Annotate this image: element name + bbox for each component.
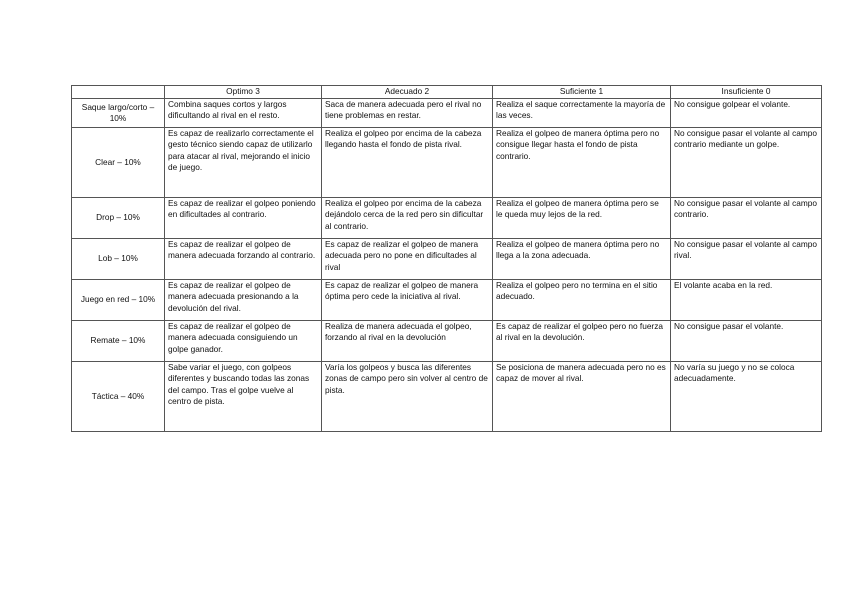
table-row [72,198,822,239]
table-row [72,362,822,432]
adecuado-cell: Realiza el golpeo por encima de la cabeza dejándolo cerca de la red pero sin dificultar al contrario. [322,198,493,239]
criterion-cell: Saque largo/corto – 10% [72,99,165,128]
table-header-row [72,86,822,99]
suficiente-cell: Realiza el golpeo de manera óptima pero se le queda muy lejos de la red. [493,198,671,239]
insuficiente-cell: No consigue pasar el volante al campo rival. [671,239,822,280]
insuficiente-cell: No consigue golpear el volante. [671,99,822,128]
header-adecuado: Adecuado 2 [322,86,493,99]
insuficiente-cell: El volante acaba en la red. [671,280,822,321]
optimo-cell: Es capaz de realizar el golpeo de manera adecuada consiguiendo un golpe ganador. [165,321,322,362]
criterion-cell: Juego en red – 10% [72,280,165,321]
table-row [72,321,822,362]
table-row [72,99,822,128]
suficiente-cell: Realiza el golpeo de manera óptima pero no llega a la zona adecuada. [493,239,671,280]
insuficiente-cell: No consigue pasar el volante al campo contrario. [671,198,822,239]
adecuado-cell: Es capaz de realizar el golpeo de manera óptima pero cede la iniciativa al rival. [322,280,493,321]
insuficiente-cell: No consigue pasar el volante. [671,321,822,362]
header-suficiente: Suficiente 1 [493,86,671,99]
criterion-cell: Lob – 10% [72,239,165,280]
optimo-cell: Es capaz de realizar el golpeo de manera adecuada presionando a la devolución del rival. [165,280,322,321]
adecuado-cell: Es capaz de realizar el golpeo de manera adecuada pero no pone en dificultades al rival [322,239,493,280]
suficiente-cell: Es capaz de realizar el golpeo pero no fuerza al rival en la devolución. [493,321,671,362]
suficiente-cell: Realiza el golpeo pero no termina en el sitio adecuado. [493,280,671,321]
header-insuficiente: Insuficiente 0 [671,86,822,99]
adecuado-cell: Saca de manera adecuada pero el rival no tiene problemas en restar. [322,99,493,128]
criterion-cell: Táctica – 40% [72,362,165,432]
adecuado-cell: Realiza de manera adecuada el golpeo, forzando al rival en la devolución [322,321,493,362]
suficiente-cell: Realiza el golpeo de manera óptima pero no consigue llegar hasta el fondo de pista contrario. [493,128,671,198]
optimo-cell: Combina saques cortos y largos dificultando al rival en el resto. [165,99,322,128]
table-row [72,280,822,321]
optimo-cell: Es capaz de realizar el golpeo de manera adecuada forzando al contrario. [165,239,322,280]
adecuado-cell: Realiza el golpeo por encima de la cabeza llegando hasta el fondo de pista rival. [322,128,493,198]
optimo-cell: Es capaz de realizarlo correctamente el gesto técnico siendo capaz de utilizarlo para atacar al rival, mejorando el inicio de juego. [165,128,322,198]
rubric-table [71,85,822,432]
optimo-cell: Es capaz de realizar el golpeo poniendo en dificultades al contrario. [165,198,322,239]
suficiente-cell: Se posiciona de manera adecuada pero no es capaz de mover al rival. [493,362,671,432]
insuficiente-cell: No varía su juego y no se coloca adecuadamente. [671,362,822,432]
table-row [72,128,822,198]
criterion-cell: Clear – 10% [72,128,165,198]
criterion-cell: Remate – 10% [72,321,165,362]
suficiente-cell: Realiza el saque correctamente la mayoría de las veces. [493,99,671,128]
insuficiente-cell: No consigue pasar el volante al campo contrario mediante un golpe. [671,128,822,198]
optimo-cell: Sabe variar el juego, con golpeos diferentes y buscando todas las zonas del campo. Tras el golpe vuelve al centro de pista. [165,362,322,432]
criterion-cell: Drop – 10% [72,198,165,239]
header-criterion [72,86,165,99]
table-row [72,239,822,280]
header-optimo: Optimo 3 [165,86,322,99]
adecuado-cell: Varía los golpeos y busca las diferentes zonas de campo pero sin volver al centro de pista. [322,362,493,432]
